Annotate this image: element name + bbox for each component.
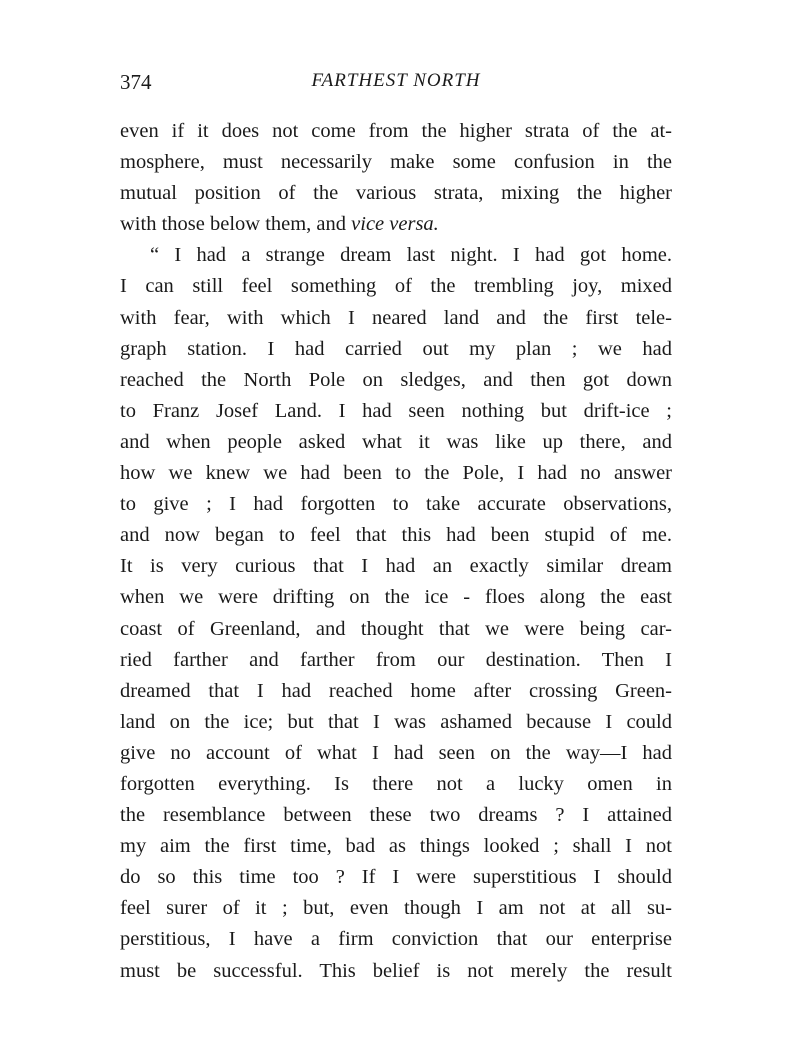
text-line: dreamed that I had reached home after crossing Green- (120, 679, 672, 702)
text-line: feel surer of it ; but, even though I am not at all su- (120, 897, 672, 920)
body-text (120, 116, 672, 987)
text-line: my aim the first time, bad as things looked ; shall I not (120, 835, 672, 858)
running-title: FARTHEST NORTH (311, 70, 481, 91)
page-header (120, 70, 672, 100)
text-line: mutual position of the various strata, mixing the higher (120, 182, 672, 205)
text-line: perstitious, I have a firm conviction that our enterprise (120, 928, 672, 951)
text-line: graph station. I had carried out my plan ; we had (120, 337, 672, 360)
text-line: give no account of what I had seen on the way—I had (120, 741, 672, 764)
text-line: when we were drifting on the ice - floes along the east (120, 586, 672, 609)
text-line: with fear, with which I neared land and the first tele- (120, 306, 672, 329)
page-number: 374 (120, 70, 152, 94)
text-line: land on the ice; but that I was ashamed because I could (120, 710, 672, 733)
paragraph-end-line (120, 209, 672, 240)
text-line: forgotten everything. Is there not a lucky omen in (120, 772, 672, 795)
paragraph-start-line: “ I had a strange dream last night. I had got home. (150, 244, 672, 267)
text-line: coast of Greenland, and thought that we were being car- (120, 617, 672, 640)
text-line: mosphere, must necessarily make some confusion in the (120, 151, 672, 174)
text-line: and now began to feel that this had been stupid of me. (120, 524, 672, 547)
text-line: ried farther and farther from our destination. Then I (120, 648, 672, 671)
text-line: do so this time too ? If I were superstitious I should (120, 866, 672, 889)
text-fragment: with those below them, and (120, 213, 347, 236)
text-line: I can still feel something of the trembling joy, mixed (120, 275, 672, 298)
italic-phrase: vice versa. (351, 213, 439, 236)
text-line: to Franz Josef Land. I had seen nothing but drift-ice ; (120, 399, 672, 422)
text-line: how we knew we had been to the Pole, I had no answer (120, 462, 672, 485)
text-line: reached the North Pole on sledges, and then got down (120, 368, 672, 391)
text-line: even if it does not come from the higher strata of the at- (120, 120, 672, 142)
text-line: and when people asked what it was like up there, and (120, 430, 672, 453)
text-line: the resemblance between these two dreams ? I attained (120, 804, 672, 827)
text-line: to give ; I had forgotten to take accurate observations, (120, 493, 672, 516)
text-line: It is very curious that I had an exactly similar dream (120, 555, 672, 578)
text-line: must be successful. This belief is not merely the result (120, 959, 672, 982)
